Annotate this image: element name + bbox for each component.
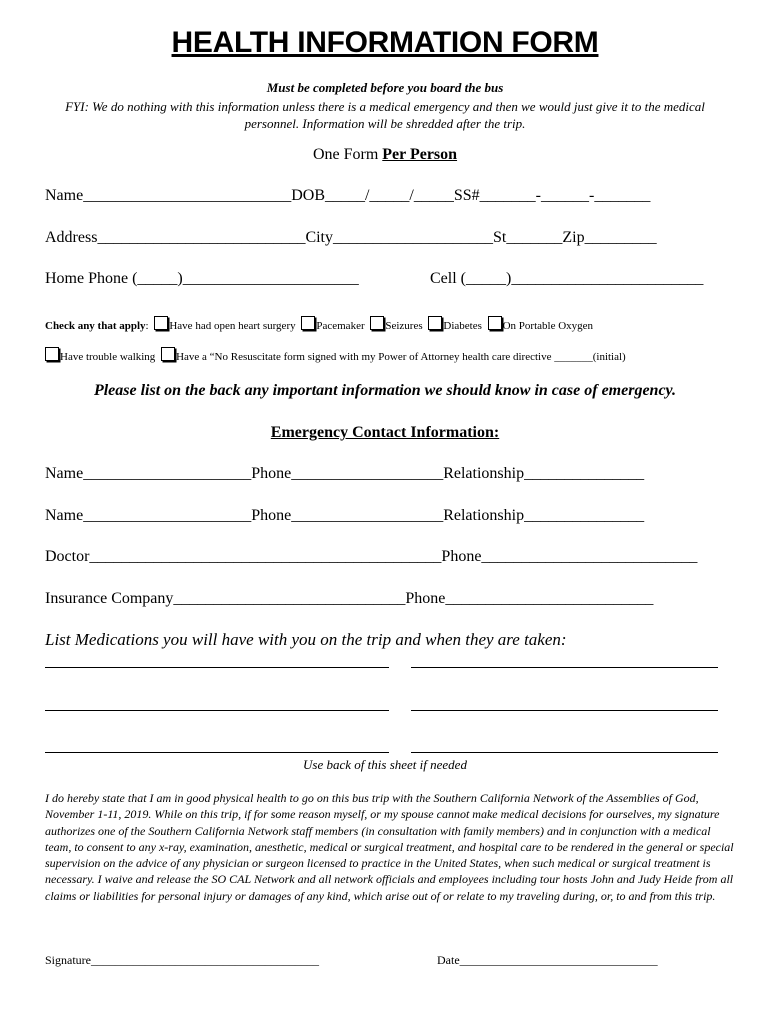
checkbox-pacemaker[interactable] xyxy=(301,316,315,330)
check-row-1 xyxy=(45,316,593,332)
check-diabetes-label: Diabetes xyxy=(443,320,482,332)
check-oxygen-label: On Portable Oxygen xyxy=(502,320,594,332)
one-form-prefix: One Form xyxy=(312,146,383,163)
checkbox-no-resuscitate[interactable] xyxy=(161,347,175,361)
check-pacemaker-label: Pacemaker xyxy=(316,320,365,332)
date-field[interactable]: Date_________________________________ xyxy=(437,953,658,967)
medication-line[interactable] xyxy=(45,752,389,753)
doctor-field[interactable]: Doctor____________________________________________Phone___________________________ xyxy=(45,548,698,565)
emergency-heading: Emergency Contact Information: xyxy=(270,424,500,441)
checkbox-walking[interactable] xyxy=(45,347,59,361)
medication-line[interactable] xyxy=(411,667,718,668)
signature-field[interactable]: Signature______________________________________ xyxy=(45,953,319,967)
fyi-notice: FYI: We do nothing with this information unless there is a medical emergency and then we would just give it to the medical personnel. Information will be shredded after the trip. xyxy=(65,99,705,131)
check-label-colon: : xyxy=(145,320,149,332)
medication-line[interactable] xyxy=(45,667,389,668)
medication-line[interactable] xyxy=(411,710,718,711)
use-back-note: Use back of this sheet if needed xyxy=(303,757,467,772)
name-dob-ss-field[interactable]: Name__________________________DOB_____/_____/_____SS#_______-______-_______ xyxy=(45,187,651,204)
contact1-field[interactable]: Name_____________________Phone___________________Relationship_______________ xyxy=(45,465,645,482)
address-field[interactable]: Address__________________________City____________________St_______Zip_________ xyxy=(45,229,657,246)
check-no-resuscitate-label: Have a “No Resuscitate form signed with my Power of Attorney health care directive _______(initial) xyxy=(176,351,626,363)
form-title: HEALTH INFORMATION FORM xyxy=(171,26,599,59)
check-walking-label: Have trouble walking xyxy=(60,351,156,363)
check-row-2 xyxy=(45,347,626,363)
insurance-field[interactable]: Insurance Company_____________________________Phone__________________________ xyxy=(45,590,654,607)
check-heart-surgery-label: Have had open heart surgery xyxy=(169,320,296,332)
check-seizures-label: Seizures xyxy=(385,320,423,332)
consent-statement: I do hereby state that I am in good physical health to go on this bus trip with the Southern California Network of the Assemblies of God, November 1-11, 2019. While on this trip, if for some reason myself, or my spouse cannot make medical decisions for ourselves, my signature authorizes one of the Southern California Network staff members (in consultation with family members) and in conjunction with a medical team, to consent to any x-ray, examination, anesthetic, medical or surgical treatment, and hospital care to be rendered in the general or special supervision on the advice of any physician or surgeon licensed to practice in the United States, when such medical or surgical treatment is necessary. I waive and release the SO CAL Network and all network officials and employees including tour hosts John and Judy Heide from all claims or liabilities for personal injury or damages of any kind, which arise out of or relate to my traveling during, or, to and from this trip. xyxy=(45,791,734,903)
medications-label: List Medications you will have with you on the trip and when they are taken: xyxy=(45,630,567,649)
checkbox-diabetes[interactable] xyxy=(428,316,442,330)
medication-line[interactable] xyxy=(411,752,718,753)
cell-phone-field[interactable]: Cell (_____)________________________ xyxy=(430,270,704,287)
back-info-notice: Please list on the back any important information we should know in case of emergency. xyxy=(93,382,677,399)
checkbox-seizures[interactable] xyxy=(370,316,384,330)
one-form-emphasis: Per Person xyxy=(382,146,458,163)
contact2-field[interactable]: Name_____________________Phone___________________Relationship_______________ xyxy=(45,507,645,524)
checkbox-heart-surgery[interactable] xyxy=(154,316,168,330)
medication-line[interactable] xyxy=(45,710,389,711)
home-phone-field[interactable]: Home Phone (_____)______________________ xyxy=(45,270,359,287)
checkbox-oxygen[interactable] xyxy=(488,316,502,330)
board-bus-notice: Must be completed before you board the bus xyxy=(266,80,504,95)
one-form-notice xyxy=(0,146,770,164)
check-label: Check any that apply xyxy=(45,320,146,332)
